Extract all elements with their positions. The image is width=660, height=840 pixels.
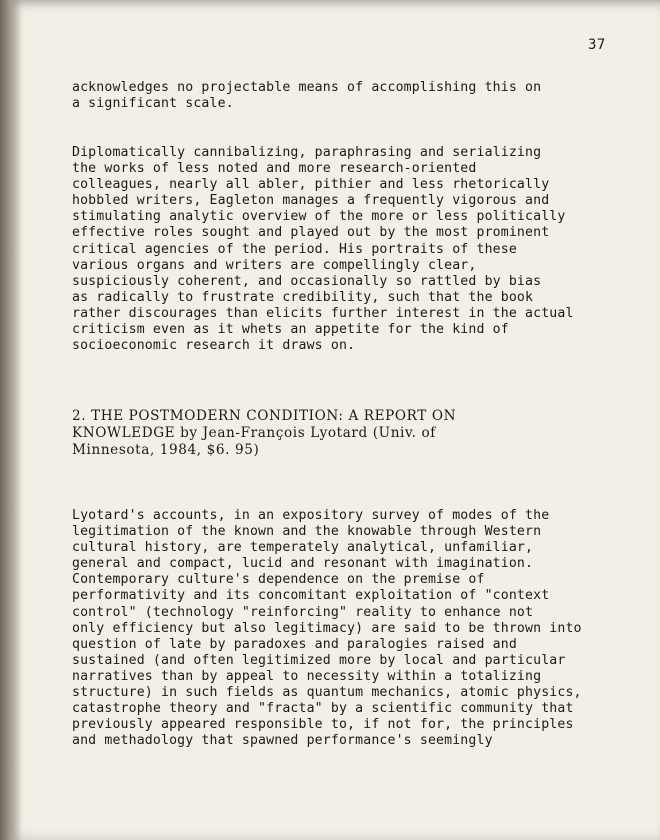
page-number: 37 [588,37,606,53]
text-line: and methadology that spawned performance's seemingly [72,733,493,749]
paragraph-eagleton-review [72,145,620,354]
text-line: Diplomatically cannibalizing, paraphrasing and serializing [72,145,542,160]
text-line: catastrophe theory and "fracta" by a scientific community that [72,701,574,717]
text-line: various organs and writers are compellingly clear, [72,257,477,273]
text-line: structure) in such fields as quantum mechanics, atomic physics, [72,685,582,701]
heading-line: 2. THE POSTMODERN CONDITION: A REPORT ON [72,408,457,424]
section-heading [72,408,620,459]
text-line: hobbled writers, Eagleton manages a frequently vigorous and [72,193,550,209]
text-line: a significant scale. [72,96,234,112]
heading-line: KNOWLEDGE by Jean-François Lyotard (Univ. of [72,425,436,441]
text-line: colleagues, nearly all abler, pithier and less rhetorically [72,177,550,193]
paragraph-continuation [72,80,620,112]
text-line: as radically to frustrate credibility, such that the book [72,289,534,305]
text-line: Contemporary culture's dependence on the premise of [72,572,485,588]
text-line: Lyotard's accounts, in an expository survey of modes of the [72,508,550,523]
text-line: socioeconomic research it draws on. [72,338,356,354]
text-line: cultural history, are temperately analytical, unfamiliar, [72,540,534,556]
text-line: acknowledges no projectable means of accomplishing this on [72,80,542,95]
text-line: the works of less noted and more research-oriented [72,161,477,177]
text-line: control" (technology "reinforcing" reality to enhance not [72,604,534,620]
text-line: critical agencies of the period. His portraits of these [72,241,517,257]
text-line: effective roles sought and played out by the most prominent [72,225,550,241]
page-gutter-shadow [0,0,22,840]
text-line: stimulating analytic overview of the more or less politically [72,209,566,225]
text-line: criticism even as it whets an appetite for the kind of [72,322,509,338]
text-line: general and compact, lucid and resonant with imagination. [72,556,534,572]
text-line: narratives than by appeal to necessity within a totalizing [72,668,542,684]
text-line: performativity and its concomitant exploitation of "context [72,588,550,604]
text-line: only efficiency but also legitimacy) are said to be thrown into [72,620,582,636]
text-line: sustained (and often legitimized more by local and particular [72,652,566,668]
text-line: suspiciously coherent, and occasionally so rattled by bias [72,273,542,289]
text-line: legitimation of the known and the knowable through Western [72,524,542,540]
paragraph-lyotard-review [72,508,620,749]
text-line: previously appeared responsible to, if not for, the principles [72,717,574,733]
heading-line: Minnesota, 1984, $6. 95) [72,442,260,458]
text-line: question of late by paradoxes and paralogies raised and [72,636,517,652]
text-line: rather discourages than elicits further interest in the actual [72,305,574,321]
